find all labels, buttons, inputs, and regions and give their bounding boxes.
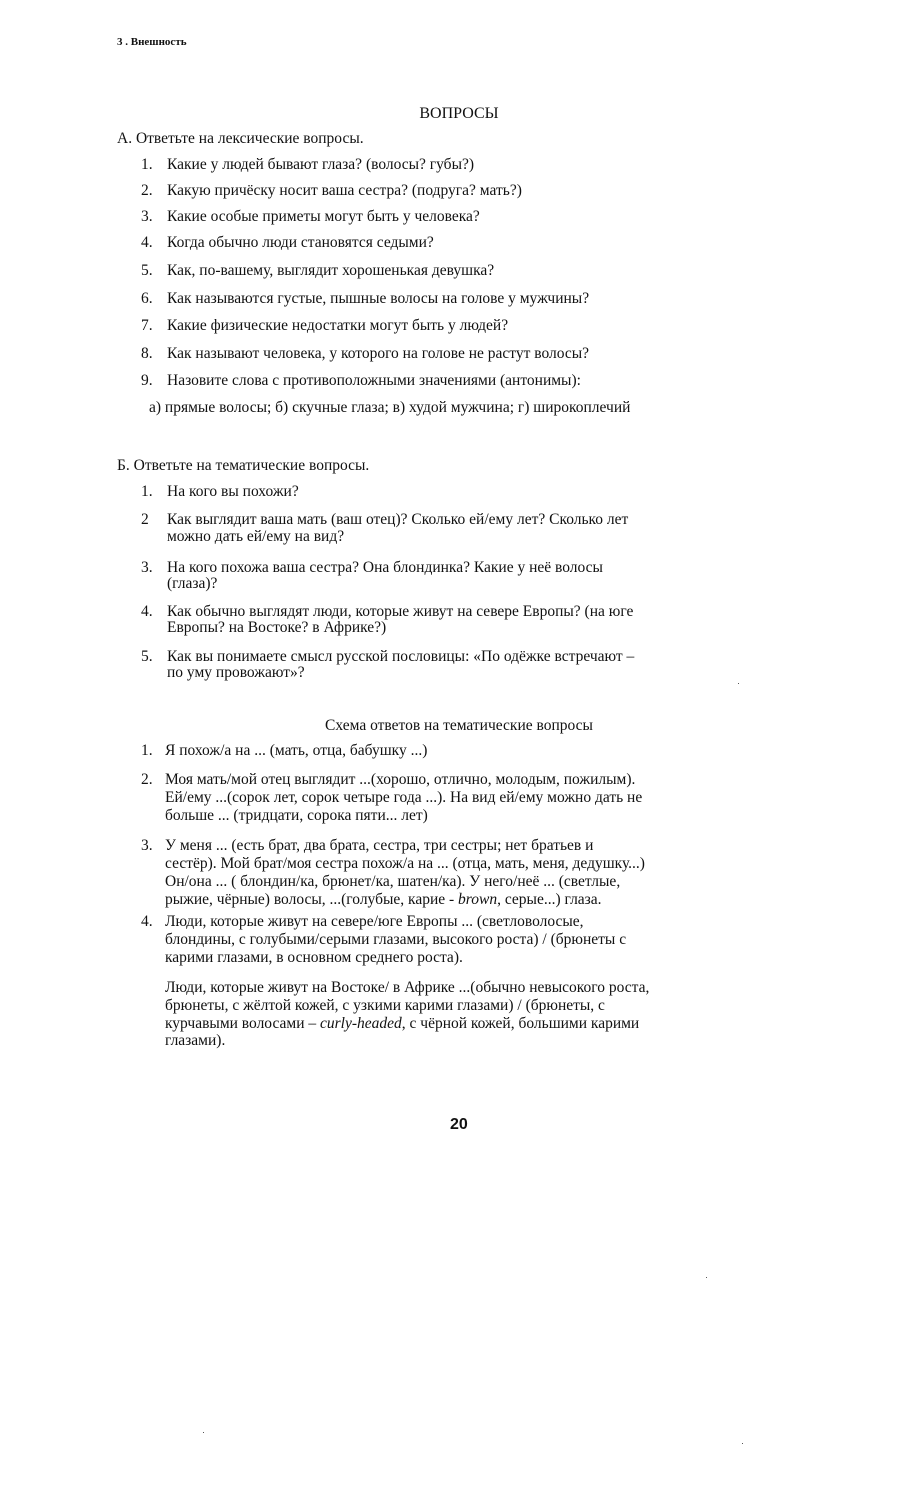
list-item-line: можно дать ей/ему на вид? <box>167 528 345 545</box>
list-item-line: Ей/ему ...(сорок лет, сорок четыре года ...). На вид ей/ему можно дать не <box>165 789 643 806</box>
list-item-line: Как выглядит ваша мать (ваш отец)? Сколько ей/ему лет? Сколько лет <box>167 511 629 528</box>
paragraph-line: Люди, которые живут на Востоке/ в Африке ...(обычно невысокого роста, <box>165 979 650 996</box>
list-number: 2. <box>141 182 153 199</box>
list-item-line: Как обычно выглядят люди, которые живут на севере Европы? (на юге <box>167 603 634 620</box>
list-item-line: сестёр). Мой брат/моя сестра похож/а на ... (отца, мать, меня, дедушку...) <box>165 855 645 872</box>
list-number: 2 <box>141 511 149 528</box>
scheme-title: Схема ответов на тематические вопросы <box>325 717 593 734</box>
english-word: curly-headed <box>320 1015 402 1032</box>
list-number: 8. <box>141 345 153 362</box>
list-item-line: Он/она ... ( блондин/ка, брюнет/ка, шатен/ка). У него/неё ... (светлые, <box>165 873 621 890</box>
paragraph-line: глазами). <box>165 1032 226 1049</box>
section-a-heading: А. Ответьте на лексические вопросы. <box>117 130 364 147</box>
list-item-line: по уму провожают»? <box>167 664 305 681</box>
list-number: 3. <box>141 837 153 854</box>
english-word: brown <box>458 891 498 908</box>
list-item-line: (глаза)? <box>167 575 218 592</box>
list-number: 2. <box>141 771 153 788</box>
section-b-heading: Б. Ответьте на тематические вопросы. <box>117 457 370 474</box>
list-item-line: У меня ... (есть брат, два брата, сестра, три сестры; нет братьев и <box>165 837 594 854</box>
list-item-line: На кого похожа ваша сестра? Она блондинка? Какие у неё волосы <box>167 559 603 576</box>
list-number: 1. <box>141 483 153 500</box>
list-item: Назовите слова с противоположными значениями (антонимы): <box>167 372 581 389</box>
scan-speck <box>706 1277 707 1278</box>
page-number: 20 <box>450 1116 468 1133</box>
list-item: Какие особые приметы могут быть у человека? <box>167 208 480 225</box>
scan-speck <box>742 1443 743 1444</box>
list-item: Какую причёску носит ваша сестра? (подруга? мать?) <box>167 182 522 199</box>
scan-speck <box>203 1432 204 1433</box>
list-item: На кого вы похожи? <box>167 483 299 500</box>
list-item-line: карими глазами, в основном среднего роста). <box>165 949 463 966</box>
list-item-line <box>165 891 602 909</box>
page-title: ВОПРОСЫ <box>419 105 499 122</box>
list-item-line: блондины, с голубыми/серыми глазами, высокого роста) / (брюнеты с <box>165 931 627 948</box>
list-number: 4. <box>141 913 153 930</box>
list-number: 7. <box>141 317 153 334</box>
paragraph-line <box>165 1015 639 1033</box>
paragraph-line: брюнеты, с жёлтой кожей, с узкими карими глазами) / (брюнеты, с <box>165 997 605 1014</box>
list-item: Какие физические недостатки могут быть у людей? <box>167 317 509 334</box>
scan-speck <box>738 683 739 684</box>
list-item-line: Моя мать/мой отец выглядит ...(хорошо, отлично, молодым, пожилым). <box>165 771 636 788</box>
antonyms-line: а) прямые волосы; б) скучные глаза; в) худой мужчина; г) широкоплечий <box>149 399 631 416</box>
text-segment: , с чёрной кожей, большими карими <box>401 1015 640 1032</box>
text-segment: рыжие, чёрные) волосы, ...(голубые, карие - <box>165 891 459 908</box>
list-item-line: Европы? на Востоке? в Африке?) <box>167 619 387 636</box>
list-number: 5. <box>141 648 153 665</box>
list-item-line: Люди, которые живут на севере/юге Европы ... (светловолосые, <box>165 913 584 930</box>
list-number: 9. <box>141 372 153 389</box>
list-number: 1. <box>141 156 153 173</box>
list-number: 4. <box>141 603 153 620</box>
list-item: Какие у людей бывают глаза? (волосы? губы?) <box>167 156 475 173</box>
running-header: 3 . Внешность <box>117 36 187 48</box>
list-number: 3. <box>141 559 153 576</box>
list-item: Как называют человека, у которого на голове не растут волосы? <box>167 345 590 362</box>
list-item-line: больше ... (тридцати, сорока пяти... лет) <box>165 807 428 824</box>
list-number: 5. <box>141 262 153 279</box>
list-number: 3. <box>141 208 153 225</box>
text-segment: , серые...) глаза. <box>497 891 602 908</box>
list-number: 6. <box>141 290 153 307</box>
list-item-line: Как вы понимаете смысл русской пословицы: «По одёжке встречают – <box>167 648 635 665</box>
list-item: Когда обычно люди становятся седыми? <box>167 234 434 251</box>
text-segment: курчавыми волосами – <box>165 1015 320 1032</box>
list-number: 4. <box>141 234 153 251</box>
list-number: 1. <box>141 742 153 759</box>
list-item: Как, по-вашему, выглядит хорошенькая девушка? <box>167 262 495 279</box>
list-item: Я похож/а на ... (мать, отца, бабушку ...) <box>165 742 428 759</box>
list-item: Как называются густые, пышные волосы на голове у мужчины? <box>167 290 590 307</box>
